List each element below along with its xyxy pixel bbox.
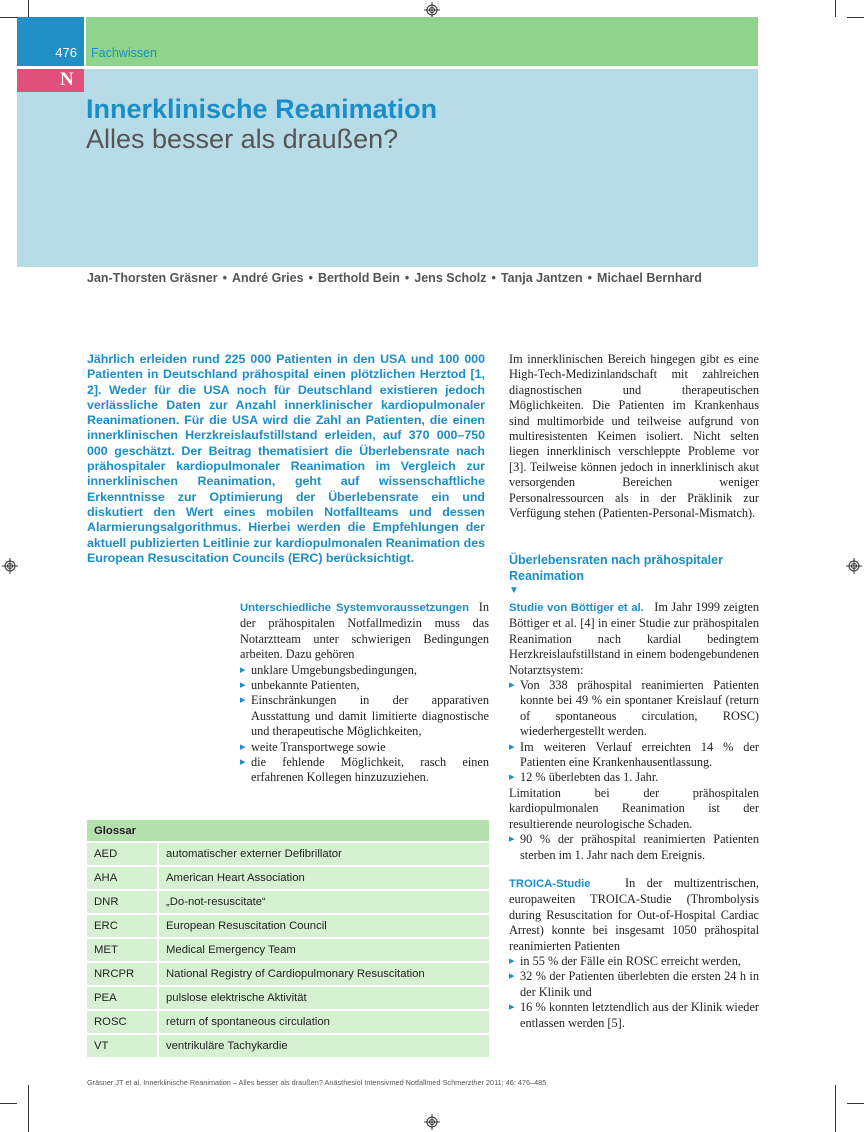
bullet-list [509, 954, 759, 1031]
author-separator: • [308, 271, 313, 285]
glossary-row [87, 866, 489, 890]
bullet-item: ▸ 90 % der prähospital reanimierten Patienten sterben im 1. Jahr nach dem Ereignis. [509, 832, 759, 863]
bullet-list [240, 663, 489, 786]
glossary-definition: Medical Emergency Team [158, 938, 489, 962]
author-separator: • [222, 271, 227, 285]
crop-mark [847, 1103, 864, 1104]
author-name: André Gries [231, 271, 304, 285]
bullet-item: ▸ in 55 % der Fälle ein ROSC erreicht werden, [509, 954, 759, 969]
paragraph [240, 600, 489, 663]
section-label: Fachwissen [91, 46, 157, 60]
crop-mark [835, 1085, 836, 1132]
bullet-list [509, 832, 759, 863]
article-title: Innerklinische Reanimation [86, 94, 438, 124]
glossary-row [87, 1010, 489, 1034]
glossary-abbreviation: VT [87, 1034, 158, 1057]
glossary-definition: pulslose elektrische Aktivität [158, 986, 489, 1010]
glossary-row [87, 914, 489, 938]
paragraph-lead: TROICA-Studie [509, 878, 591, 890]
author-name: Tanja Jantzen [500, 271, 583, 285]
bullet-item: ▸ 12 % überlebten das 1. Jahr. [509, 770, 759, 785]
glossary-definition: ventrikuläre Tachykardie [158, 1034, 489, 1057]
bullet-item: ▸ 32 % der Patienten überlebten die ersten 24 h in der Klinik und [509, 969, 759, 1000]
glossary-abbreviation: ERC [87, 914, 158, 938]
glossary-row [87, 938, 489, 962]
crop-mark [0, 17, 17, 18]
glossary-row [87, 890, 489, 914]
glossary-definition: American Heart Association [158, 866, 489, 890]
glossary-abbreviation: AHA [87, 866, 158, 890]
page-number: 476 [55, 45, 77, 60]
paragraph-lead: Unterschiedliche Systemvoraussetzungen [240, 602, 470, 614]
registration-mark-icon [846, 558, 862, 574]
bullet-item: ▸ weite Transportwege sowie [240, 740, 489, 755]
author-separator: • [587, 271, 593, 285]
glossary-row [87, 1034, 489, 1057]
author-name: Berthold Bein [317, 271, 400, 285]
bullet-item: ▸ die fehlende Möglichkeit, rasch einen erfahrenen Kollegen hinzuzuziehen. [240, 755, 489, 786]
paragraph [509, 600, 759, 678]
bullet-item: ▸ unklare Umgebungsbedingungen, [240, 663, 489, 678]
article-subtitle: Alles besser als draußen? [86, 124, 399, 154]
glossary-body [87, 842, 489, 1057]
crop-mark [28, 1085, 29, 1132]
glossary-definition: European Resuscitation Council [158, 914, 489, 938]
abstract: Jährlich erleiden rund 225 000 Patienten in den USA und 100 000 Patienten in Deutschland prähospital einen plötzlichen Herztod [1, 2]. Weder für die USA noch für Deutschland existieren jedoch verlässliche Daten zur Anzahl innerklinischer kardiopulmonaler Reanimationen. Für die USA wird die Zahl an Patienten, die einen innerklinischen Herzkreislaufstillstand erleiden, auf 370 000–750 000 geschätzt. Der Beitrag thematisiert die Überlebensrate nach prähospitaler kardiopulmonaler Reanimation im Vergleich zur innerklinischen Reanimation, geht auf wissenschaftliche Erkenntnisse zur Optimierung der Überlebensrate ein und diskutiert den Wert eines mobilen Notfallteams und dessen Alarmierungsalgorithmus. Hierbei werden die Empfehlungen der aktuell publizierten Leitlinie zur kardiopulmonalen Reanimation des European Resuscitation Councils (ERC) berücksichtigt. [87, 352, 485, 565]
glossary-definition: National Registry of Cardiopulmonary Resuscitation [158, 962, 489, 986]
glossary-abbreviation: NRCPR [87, 962, 158, 986]
paragraph-text: In der multizentrischen, europaweiten TROICA-Studie (Thrombolysis during Resuscitation for Out-of-Hospital Cardiac Arrest) konnte bei insgesamt 1050 prähospital reanimierten Patienten [509, 876, 759, 953]
author-name: Michael Bernhard [597, 271, 702, 285]
glossary-table [87, 820, 489, 1057]
registration-mark-icon [2, 558, 18, 574]
paragraph-text: Im Jahr 1999 zeigten Böttiger et al. [4] in einer Studie zur prähospitalen Reanimation nach kardial bedingtem Herzkreislaufstillstand in einem bodengebundenen Notarztsystem: [509, 600, 759, 677]
crop-mark [0, 1103, 17, 1104]
glossary-row [87, 986, 489, 1010]
glossary-definition: „Do-not-resuscitate“ [158, 890, 489, 914]
crop-mark [847, 17, 864, 18]
bullet-list [509, 678, 759, 786]
system-requirements-section [240, 600, 489, 786]
glossary-abbreviation: ROSC [87, 1010, 158, 1034]
glossary-abbreviation: DNR [87, 890, 158, 914]
author-separator: • [404, 271, 410, 285]
boettiger-study [509, 600, 759, 863]
crop-mark [835, 0, 836, 17]
bullet-item: ▸ unbekannte Patienten, [240, 678, 489, 693]
glossary-row [87, 842, 489, 866]
category-badge-letter: N [60, 69, 74, 90]
glossary-abbreviation: PEA [87, 986, 158, 1010]
registration-mark-icon [424, 1114, 440, 1130]
registration-mark-icon [424, 2, 440, 18]
glossary-definition: return of spontaneous circulation [158, 1010, 489, 1034]
author-list [87, 271, 702, 285]
author-separator: • [491, 271, 496, 285]
section-bar [86, 17, 758, 66]
glossary-definition: automatischer externer Defibrillator [158, 842, 489, 866]
intro-paragraph: Im innerklinischen Bereich hingegen gibt es eine High-Tech-Medizinlandschaft mit zahlreichen diagnostischen und therapeutischen Möglichkeiten. Die Patienten im Krankenhaus sind multimorbide und teilweise aufgrund von multiresistenten Keimen isoliert. Nicht selten liegen innerklinisch verschleppte Probleme vor [3]. Teilweise können jedoch in innerklinisch akut versorgenden Bereichen weniger Personalressourcen als in der Präklinik zur Verfügung stehen (Patienten-Personal-Mismatch). [509, 352, 759, 521]
glossary-abbreviation: AED [87, 842, 158, 866]
crop-mark [28, 0, 29, 17]
section-heading: Überlebensraten nach prähospitaler Reanimation [509, 553, 723, 583]
bullet-item: ▸ Im weiteren Verlauf erreichten 14 % der Patienten eine Krankenhausentlassung. [509, 740, 759, 771]
glossary-row [87, 962, 489, 986]
paragraph [509, 876, 759, 954]
paragraph-text: In der prähospitalen Notfallmedizin muss das Notarztteam unter schwierigen Bedingungen arbeiten. Dazu gehören [240, 600, 489, 662]
glossary-title: Glossar [87, 820, 489, 842]
bullet-item: ▸ 16 % konnten letztendlich aus der Klinik wieder entlassen werden [5]. [509, 1000, 759, 1031]
citation-footer: Gräsner JT et al. Innerklinische Reanimation – Alles besser als draußen? Anästhesiol Intensivmed Notfallmed Schmerzther 2011; 46: 476–485 [87, 1078, 547, 1087]
author-name: Jan-Thorsten Gräsner [87, 271, 218, 285]
bullet-item: ▸ Von 338 prähospital reanimierten Patienten konnte bei 49 % ein spontaner Kreislauf (return of spontaneous circulation, ROSC) wiederhergestellt werden. [509, 678, 759, 740]
author-name: Jens Scholz [414, 271, 487, 285]
paragraph-lead: Studie von Böttiger et al. [509, 602, 644, 614]
glossary-abbreviation: MET [87, 938, 158, 962]
troica-study [509, 876, 759, 1031]
bullet-item: ▸ Einschränkungen in der apparativen Ausstattung und damit limitierte diagnostische und therapeutische Möglichkeiten, [240, 693, 489, 739]
limitation-text: Limitation bei der prähospitalen kardiopulmonalen Reanimation ist der resultierende neurologische Schaden. [509, 785, 759, 831]
triangle-down-icon: ▼ [509, 585, 519, 596]
